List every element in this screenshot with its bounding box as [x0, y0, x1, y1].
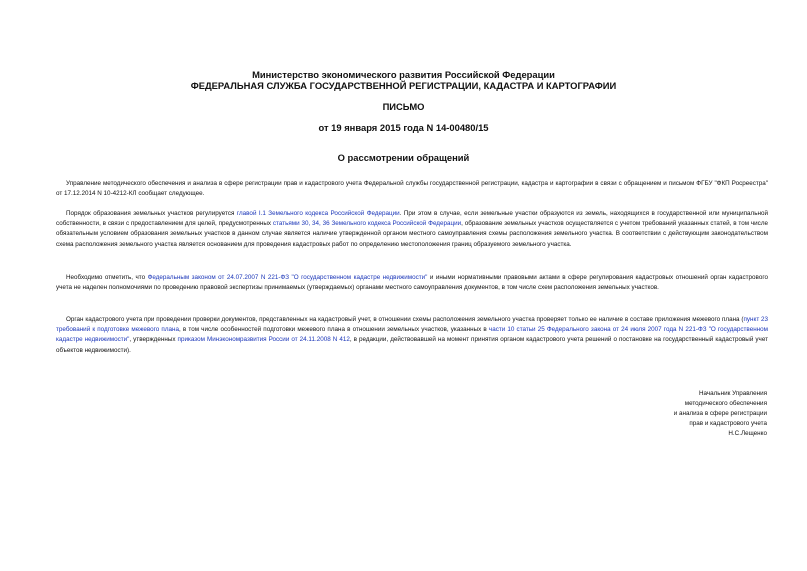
signatory-name: Н.С.Лещенко — [728, 430, 767, 438]
paragraph-2-text: . При этом в случае, если земельные участки образуются из земель, находящихся в государственной или муниципальной собственности, в связи с предоставлением для целей, предусмотренных — [56, 210, 769, 228]
ministry-heading: Министерство экономического развития Российской Федерации — [252, 69, 555, 80]
service-heading: ФЕДЕРАЛЬНАЯ СЛУЖБА ГОСУДАРСТВЕННОЙ РЕГИСТРАЦИИ, КАДАСТРА И КАРТОГРАФИИ — [190, 80, 617, 91]
signature-block — [527, 389, 767, 439]
land-code-chapter-link[interactable]: главой I.1 Земельного кодекса Российской Федерации — [236, 210, 400, 217]
federal-law-article-25-link[interactable]: части 10 статьи 25 Федерального закона от 24 июля 2007 года N 221-ФЗ "О государственном кадастре недвижимости" — [56, 326, 768, 344]
land-code-articles-link[interactable]: статьями 30, 34, 36 Земельного кодекса Российской Федерации — [272, 220, 462, 228]
signature-line: прав и кадастрового учета — [689, 420, 767, 428]
paragraph-4 — [56, 315, 768, 356]
paragraph-4-text: , в редакции, действовавшей на момент принятия органом кадастрового учета решений о постановке на государственный кадастровый учет объектов недвижимости). — [56, 336, 768, 354]
paragraph-4-text: , утвержденных — [129, 336, 178, 344]
paragraph-3-text: и иными нормативными правовыми актами в сфере регулирования кадастровых отношений орган кадастрового учета не наделен полномочиями по проведению правовой экспертизы принимаемых (утверждаемых) органами местного самоуправления документов, в том числе схем расположения земельных участков. — [56, 274, 768, 292]
paragraph-2 — [56, 209, 768, 250]
paragraph-1: Управление методического обеспечения и анализа в сфере регистрации прав и кадастрового учета Федеральной службы государственной регистрации, кадастра и картографии в связи с обращением и письмом ФГБУ "ФКП Росреестра" от 17.12.2014 N 10-4212-КЛ сообщает следующее. — [56, 180, 768, 198]
paragraph-3 — [56, 273, 768, 293]
signature-line: Начальник Управления — [698, 390, 767, 397]
paragraph-4-text: , в том числе особенностей подготовки межевого плана в отношении земельных участков, указанных в — [179, 326, 489, 334]
ministry-order-412-link[interactable]: приказом Минэкономразвития России от 24.11.2008 N 412 — [177, 336, 350, 344]
document-subject: О рассмотрении обращений — [337, 152, 470, 163]
federal-law-221-link[interactable]: Федеральным законом от 24.07.2007 N 221-ФЗ "О государственном кадастре недвижимости" — [147, 274, 428, 281]
document-type: ПИСЬМО — [382, 101, 425, 112]
paragraph-2-text: Порядок образования земельных участков регулируется — [66, 210, 237, 217]
paragraph-2-text: , образование земельных участков осуществляется с учетом требований указанных статей, в том числе обязательным условием образования земельных участков в данном случае является наличие утвержденной органом местного самоуправления схемы расположения земельного участка. В соответствии с действующим законодательством схема расположения земельного участка является основанием для проведения кадастровых работ по определению местоположения границ образуемого земельного участка. — [56, 220, 768, 248]
survey-plan-requirements-link[interactable]: пункт 23 требований к подготовке межевого плана — [56, 316, 769, 334]
document-date-number: от 19 января 2015 года N 14-00480/15 — [318, 122, 489, 133]
paragraph-4-text: Орган кадастрового учета при проведении проверки документов, представленных на кадастровый учет, в отношении схемы расположения земельного участка проверяет только ее наличие в составе приложения межевого плана ( — [66, 316, 744, 323]
paragraph-3-text: Необходимо отметить, что — [66, 274, 148, 281]
signature-line: и анализа в сфере регистрации — [673, 410, 767, 418]
signature-line: методического обеспечения — [684, 400, 767, 408]
